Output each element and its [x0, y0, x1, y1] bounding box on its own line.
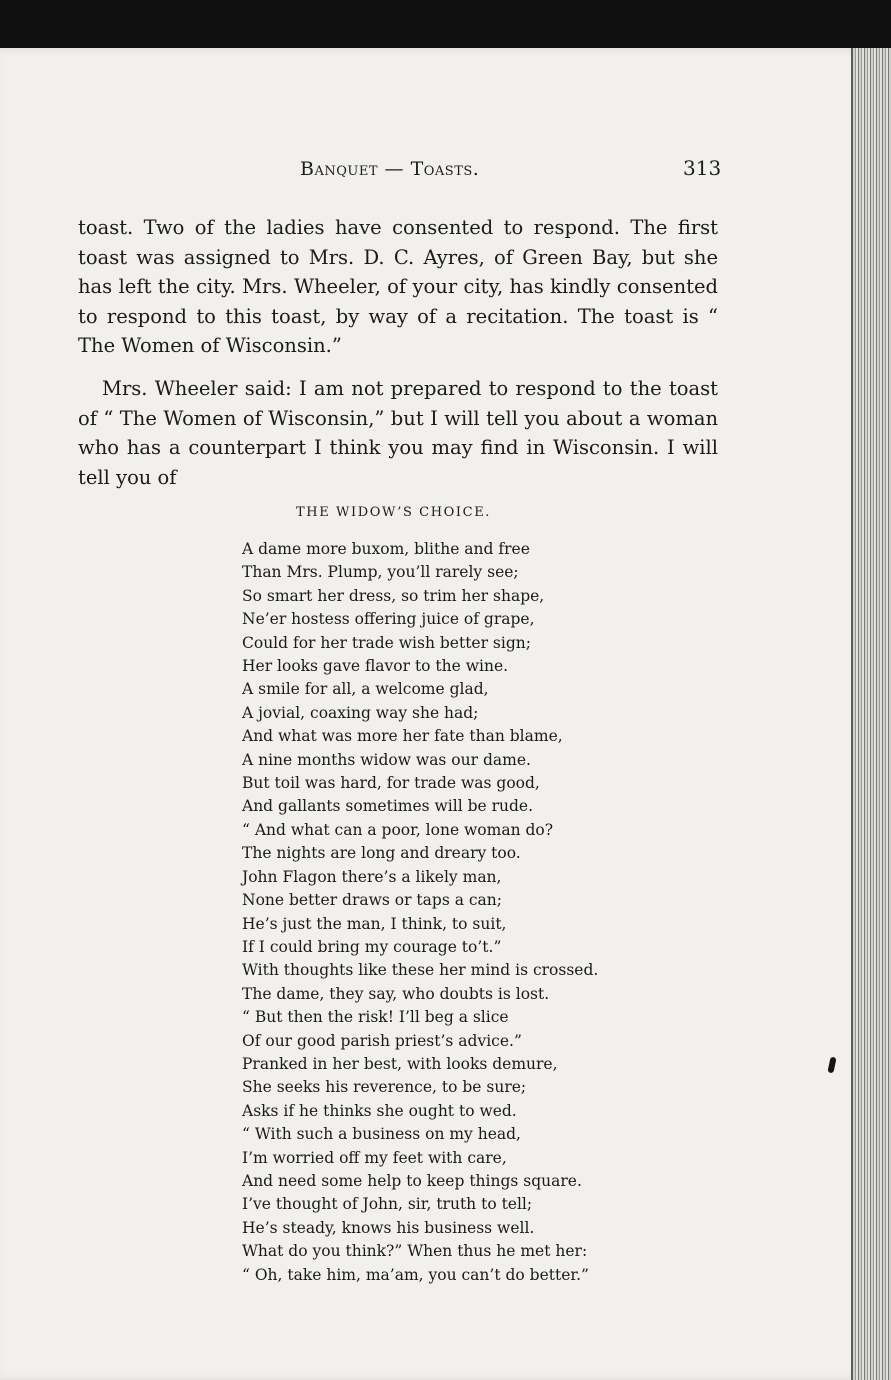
poem-line: She seeks his reverence, to be sure;: [242, 1078, 527, 1097]
paragraph-wheeler: Mrs. Wheeler said: I am not prepared to respond to the toast of “ The Women of Wisconsin,” but I will tell you about a woman who has a counterpart I think you may find in Wisconsin. I will tell you of: [78, 377, 718, 489]
poem-line: I’m worried off my feet with care,: [242, 1148, 507, 1167]
poem-line: The dame, they say, who doubts is lost.: [242, 984, 550, 1003]
poem-line: So smart her dress, so trim her shape,: [242, 586, 545, 605]
paragraph-intro: toast. Two of the ladies have consented to respond. The first toast was assigned to Mrs. D. C. Ayres, of Green Bay, but she has left the city. Mrs. Wheeler, of your city, has kindly consented to respond to this toast, by way of a recitation. The toast is “ The Women of Wisconsin.”: [78, 216, 718, 357]
poem-line: He’s just the man, I think, to suit,: [242, 914, 507, 933]
poem-line: Could for her trade wish better sign;: [242, 633, 531, 652]
poem-line: And need some help to keep things square.: [242, 1171, 582, 1190]
poem-body: [242, 538, 692, 1287]
poem-line: What do you think?” When thus he met her:: [242, 1242, 588, 1261]
poem-line: None better draws or taps a can;: [242, 891, 502, 910]
poem-line: A jovial, coaxing way she had;: [242, 703, 479, 722]
poem-line: The nights are long and dreary too.: [242, 844, 521, 863]
poem-line: Asks if he thinks she ought to wed.: [242, 1101, 517, 1120]
poem-line: “ With such a business on my head,: [242, 1125, 521, 1144]
poem-line: “ Oh, take him, ma’am, you can’t do better.”: [242, 1265, 589, 1284]
book-page-edges: [851, 48, 891, 1380]
running-header: Banquet — Toasts.: [300, 158, 480, 180]
poem-line: If I could bring my courage to’t.”: [242, 937, 502, 956]
poem-line: He’s steady, knows his business well.: [242, 1218, 535, 1237]
poem-line: With thoughts like these her mind is crossed.: [242, 961, 599, 980]
poem-line: And what was more her fate than blame,: [242, 727, 563, 746]
poem-line: “ And what can a poor, lone woman do?: [242, 820, 554, 839]
poem-title: THE WIDOW’S CHOICE.: [296, 505, 492, 520]
poem-line: And gallants sometimes will be rude.: [242, 797, 534, 816]
poem-line: A dame more buxom, blithe and free: [242, 540, 530, 558]
poem-line: Than Mrs. Plump, you’ll rarely see;: [242, 563, 519, 582]
poem-line: Ne’er hostess offering juice of grape,: [242, 610, 535, 629]
poem-line: I’ve thought of John, sir, truth to tell;: [242, 1195, 533, 1214]
poem-line: Of our good parish priest’s advice.”: [242, 1031, 522, 1050]
poem-line: Her looks gave flavor to the wine.: [242, 657, 509, 676]
poem-line: “ But then the risk! I’ll beg a slice: [242, 1008, 509, 1027]
page-number: 313: [683, 156, 722, 180]
poem-line: John Flagon there’s a likely man,: [242, 867, 502, 886]
poem-line: But toil was hard, for trade was good,: [242, 774, 540, 793]
poem-line: A nine months widow was our dame.: [242, 750, 531, 769]
poem-line: Pranked in her best, with looks demure,: [242, 1054, 558, 1073]
poem-line: A smile for all, a welcome glad,: [242, 680, 489, 699]
scan-background-top: [0, 0, 891, 52]
